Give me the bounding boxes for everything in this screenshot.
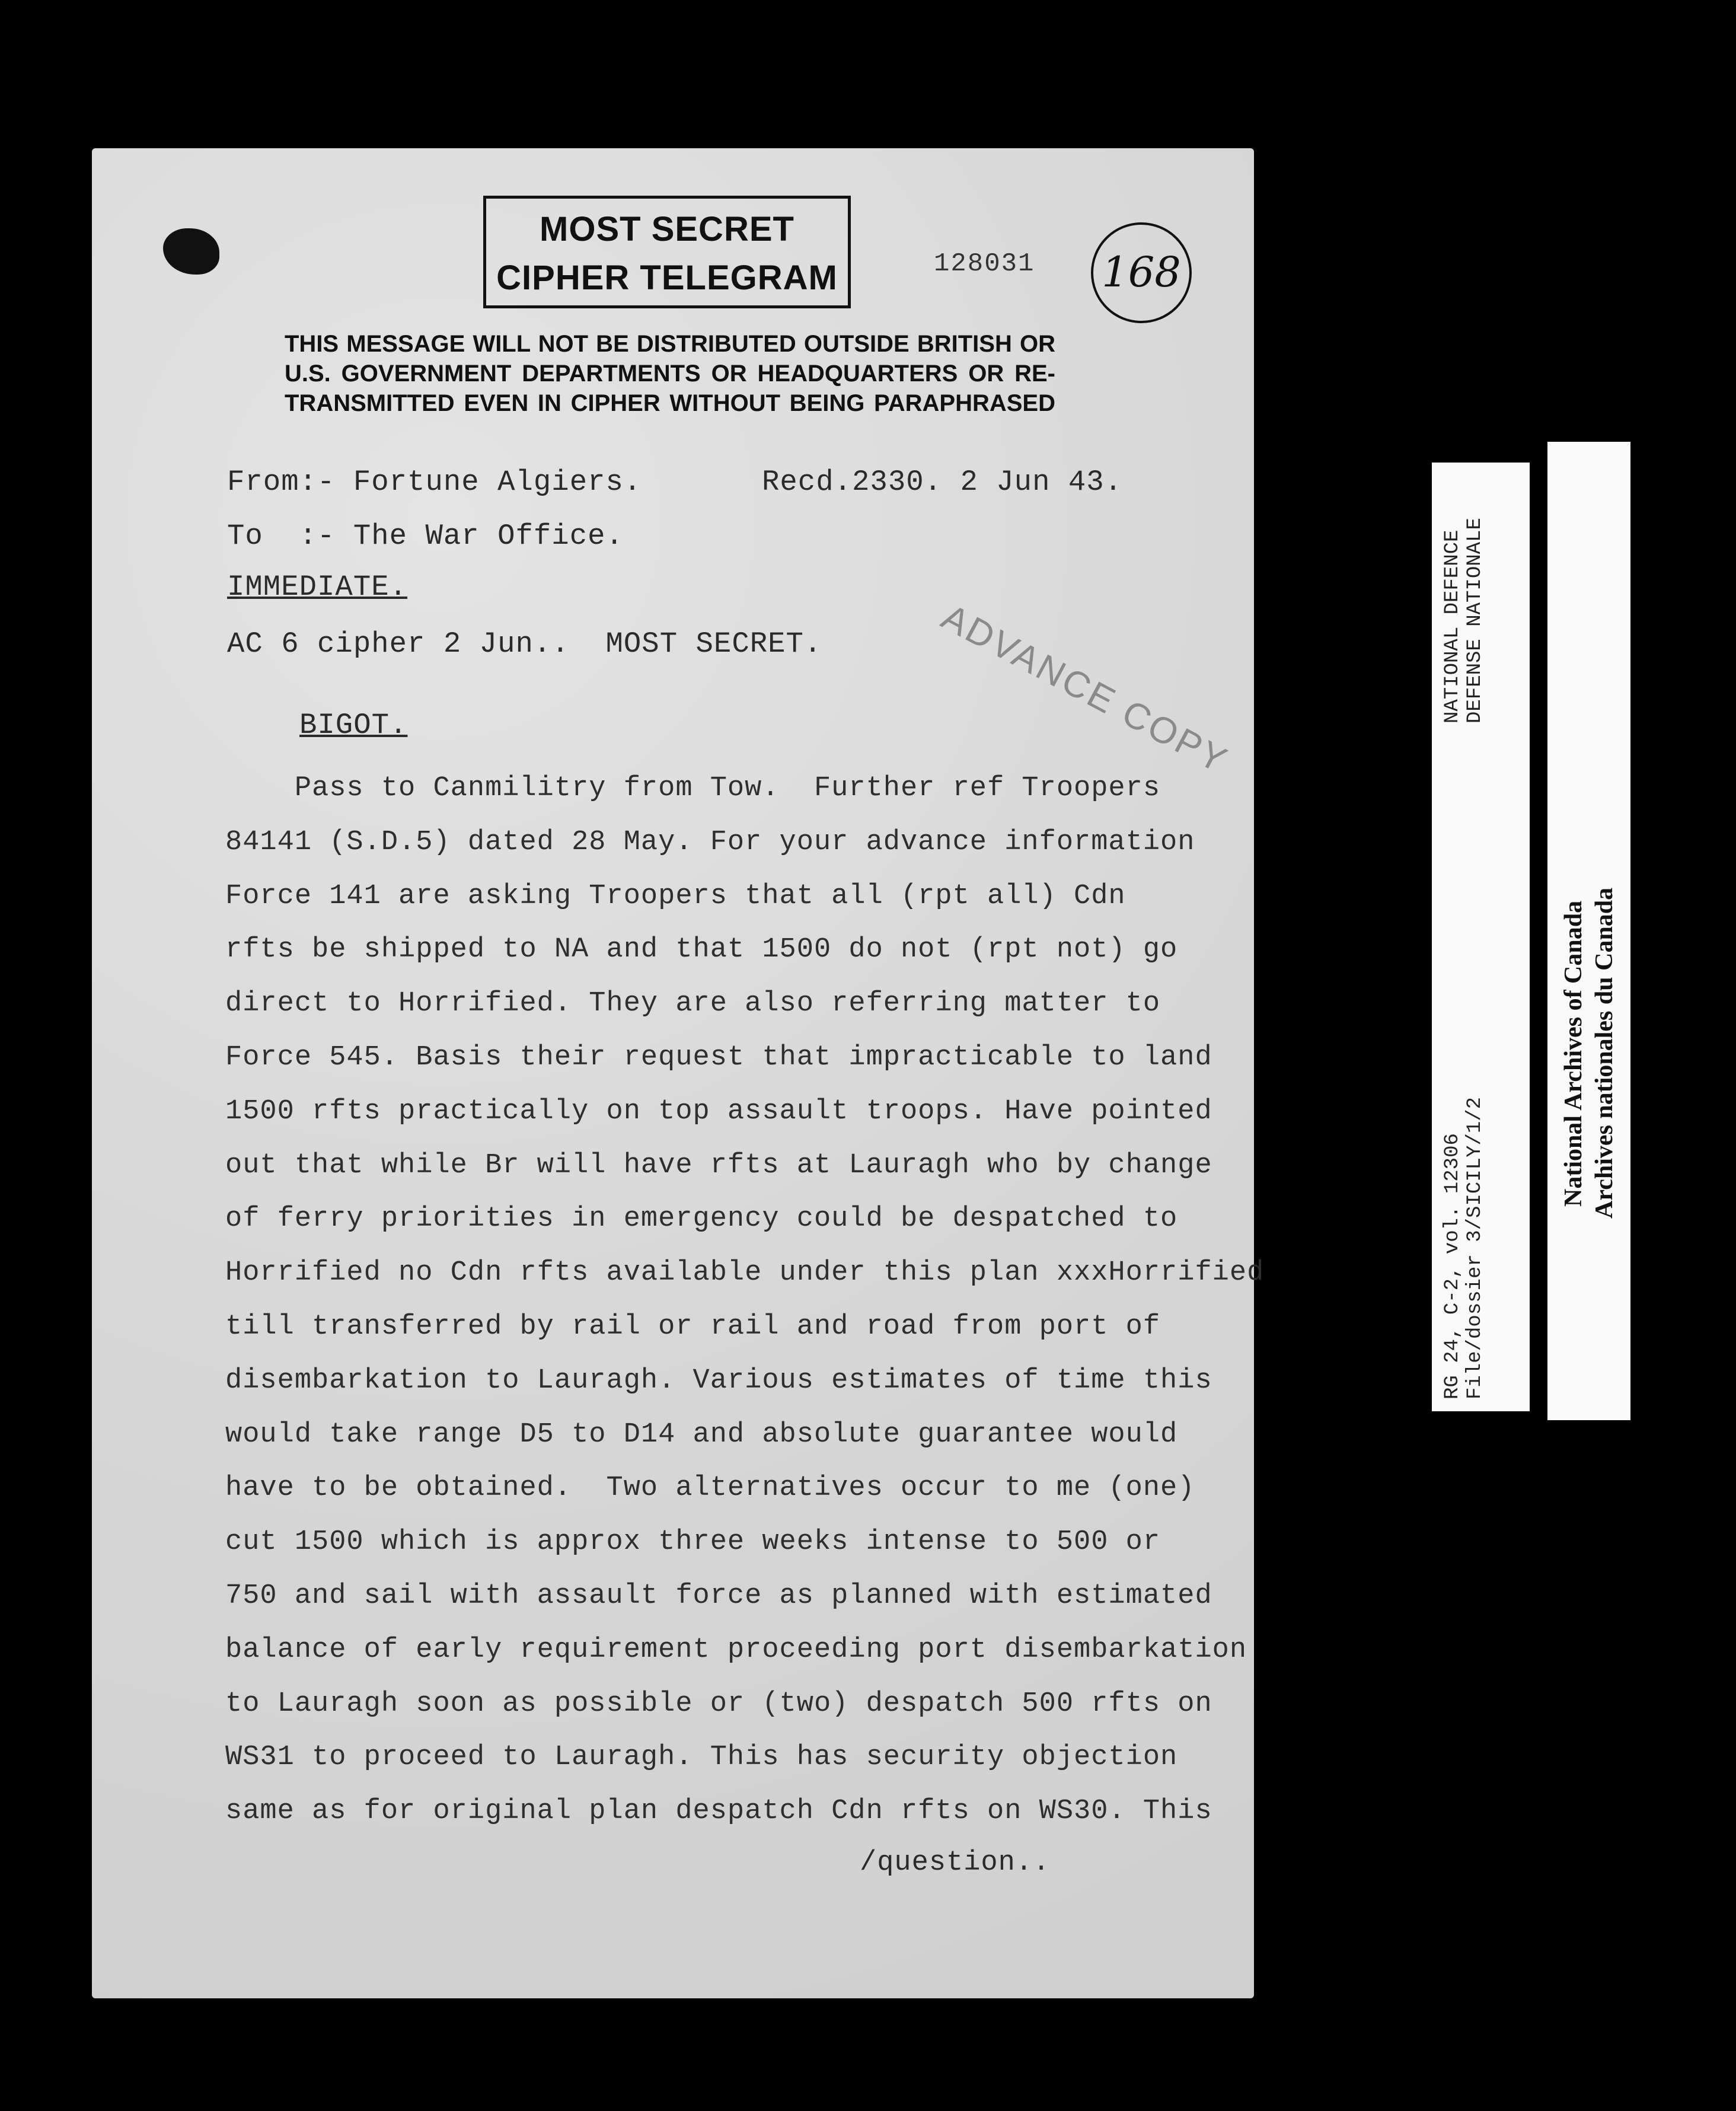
classification-stamp bbox=[483, 196, 851, 308]
message-line: rfts be shipped to NA and that 1500 do not (rpt not) go bbox=[225, 934, 1178, 966]
archive-reference-line: File/dossier 3/SICILY/1/2 bbox=[1464, 1096, 1486, 1399]
message-line: balance of early requirement proceeding port disembarkation bbox=[225, 1634, 1247, 1666]
archives-name-en: National Archives of Canada bbox=[1560, 900, 1587, 1207]
message-line: to Lauragh soon as possible or (two) despatch 500 rfts on bbox=[225, 1688, 1212, 1720]
message-line: Horrified no Cdn rfts available under this plan xxxHorrified bbox=[225, 1257, 1265, 1289]
archive-department-line: DEFENSE NATIONALE bbox=[1464, 518, 1486, 723]
archives-name-fr: Archives nationales du Canada bbox=[1591, 887, 1618, 1219]
archive-reference-line: RG 24, C-2, vol. 12306 bbox=[1441, 1133, 1464, 1399]
reference-number: 128031 bbox=[934, 249, 1035, 279]
message-line: till transferred by rail or rail and road from port of bbox=[225, 1310, 1161, 1343]
message-line: Pass to Canmilitry from Tow. Further ref Troopers bbox=[225, 773, 1161, 804]
message-line: 750 and sail with assault force as planned with estimated bbox=[225, 1580, 1212, 1612]
message-line: cut 1500 which is approx three weeks intense to 500 or bbox=[225, 1526, 1161, 1558]
stamp-most-secret: MOST SECRET bbox=[540, 210, 794, 248]
stamp-cipher-telegram: CIPHER TELEGRAM bbox=[496, 259, 838, 297]
to-line: To :- The War Office. bbox=[227, 519, 624, 553]
priority-line: IMMEDIATE. bbox=[227, 570, 408, 604]
archive-reference-label bbox=[1432, 463, 1530, 1411]
message-line: disembarkation to Lauragh. Various estimates of time this bbox=[225, 1364, 1212, 1396]
message-line: 1500 rfts practically on top assault troops. Have pointed bbox=[225, 1095, 1212, 1127]
received-line: Recd.2330. 2 Jun 43. bbox=[762, 465, 1123, 499]
message-line: direct to Horrified. They are also referring matter to bbox=[225, 988, 1161, 1020]
message-line: same as for original plan despatch Cdn rfts on WS30. This bbox=[225, 1796, 1212, 1828]
archive-department-line: NATIONAL DEFENCE bbox=[1441, 530, 1464, 723]
distribution-warning: THIS MESSAGE WILL NOT BE DISTRIBUTED OUTSIDE BRITISH OR U.S. GOVERNMENT DEPARTMENTS OR HEADQUARTERS OR RE-TRANSMITTED EVEN IN CIPHER WITHOUT BEING PARAPHRASED bbox=[285, 331, 1055, 416]
continuation-line: /question.. bbox=[860, 1847, 1051, 1879]
message-line: out that while Br will have rfts at Lauragh who by change bbox=[225, 1149, 1212, 1181]
from-line: From:- Fortune Algiers. bbox=[227, 465, 642, 499]
message-line: WS31 to proceed to Lauragh. This has security objection bbox=[225, 1742, 1178, 1774]
archives-canada-label bbox=[1547, 442, 1630, 1420]
message-body bbox=[225, 762, 1264, 1839]
message-line: of ferry priorities in emergency could be despatched to bbox=[225, 1203, 1178, 1235]
advance-copy-stamp: ADVANCE COPY bbox=[935, 596, 1235, 782]
message-line: Force 545. Basis their request that impracticable to land bbox=[225, 1041, 1212, 1073]
codeword: BIGOT. bbox=[299, 709, 408, 742]
message-line: have to be obtained. Two alternatives occur to me (one) bbox=[225, 1472, 1195, 1504]
message-line: 84141 (S.D.5) dated 28 May. For your advance information bbox=[225, 826, 1195, 858]
cipher-line: AC 6 cipher 2 Jun.. MOST SECRET. bbox=[227, 627, 822, 661]
message-line: Force 141 are asking Troopers that all (rpt all) Cdn bbox=[225, 880, 1126, 912]
message-line: would take range D5 to D14 and absolute guarantee would bbox=[225, 1418, 1178, 1450]
folio-number: 168 bbox=[1091, 222, 1192, 323]
